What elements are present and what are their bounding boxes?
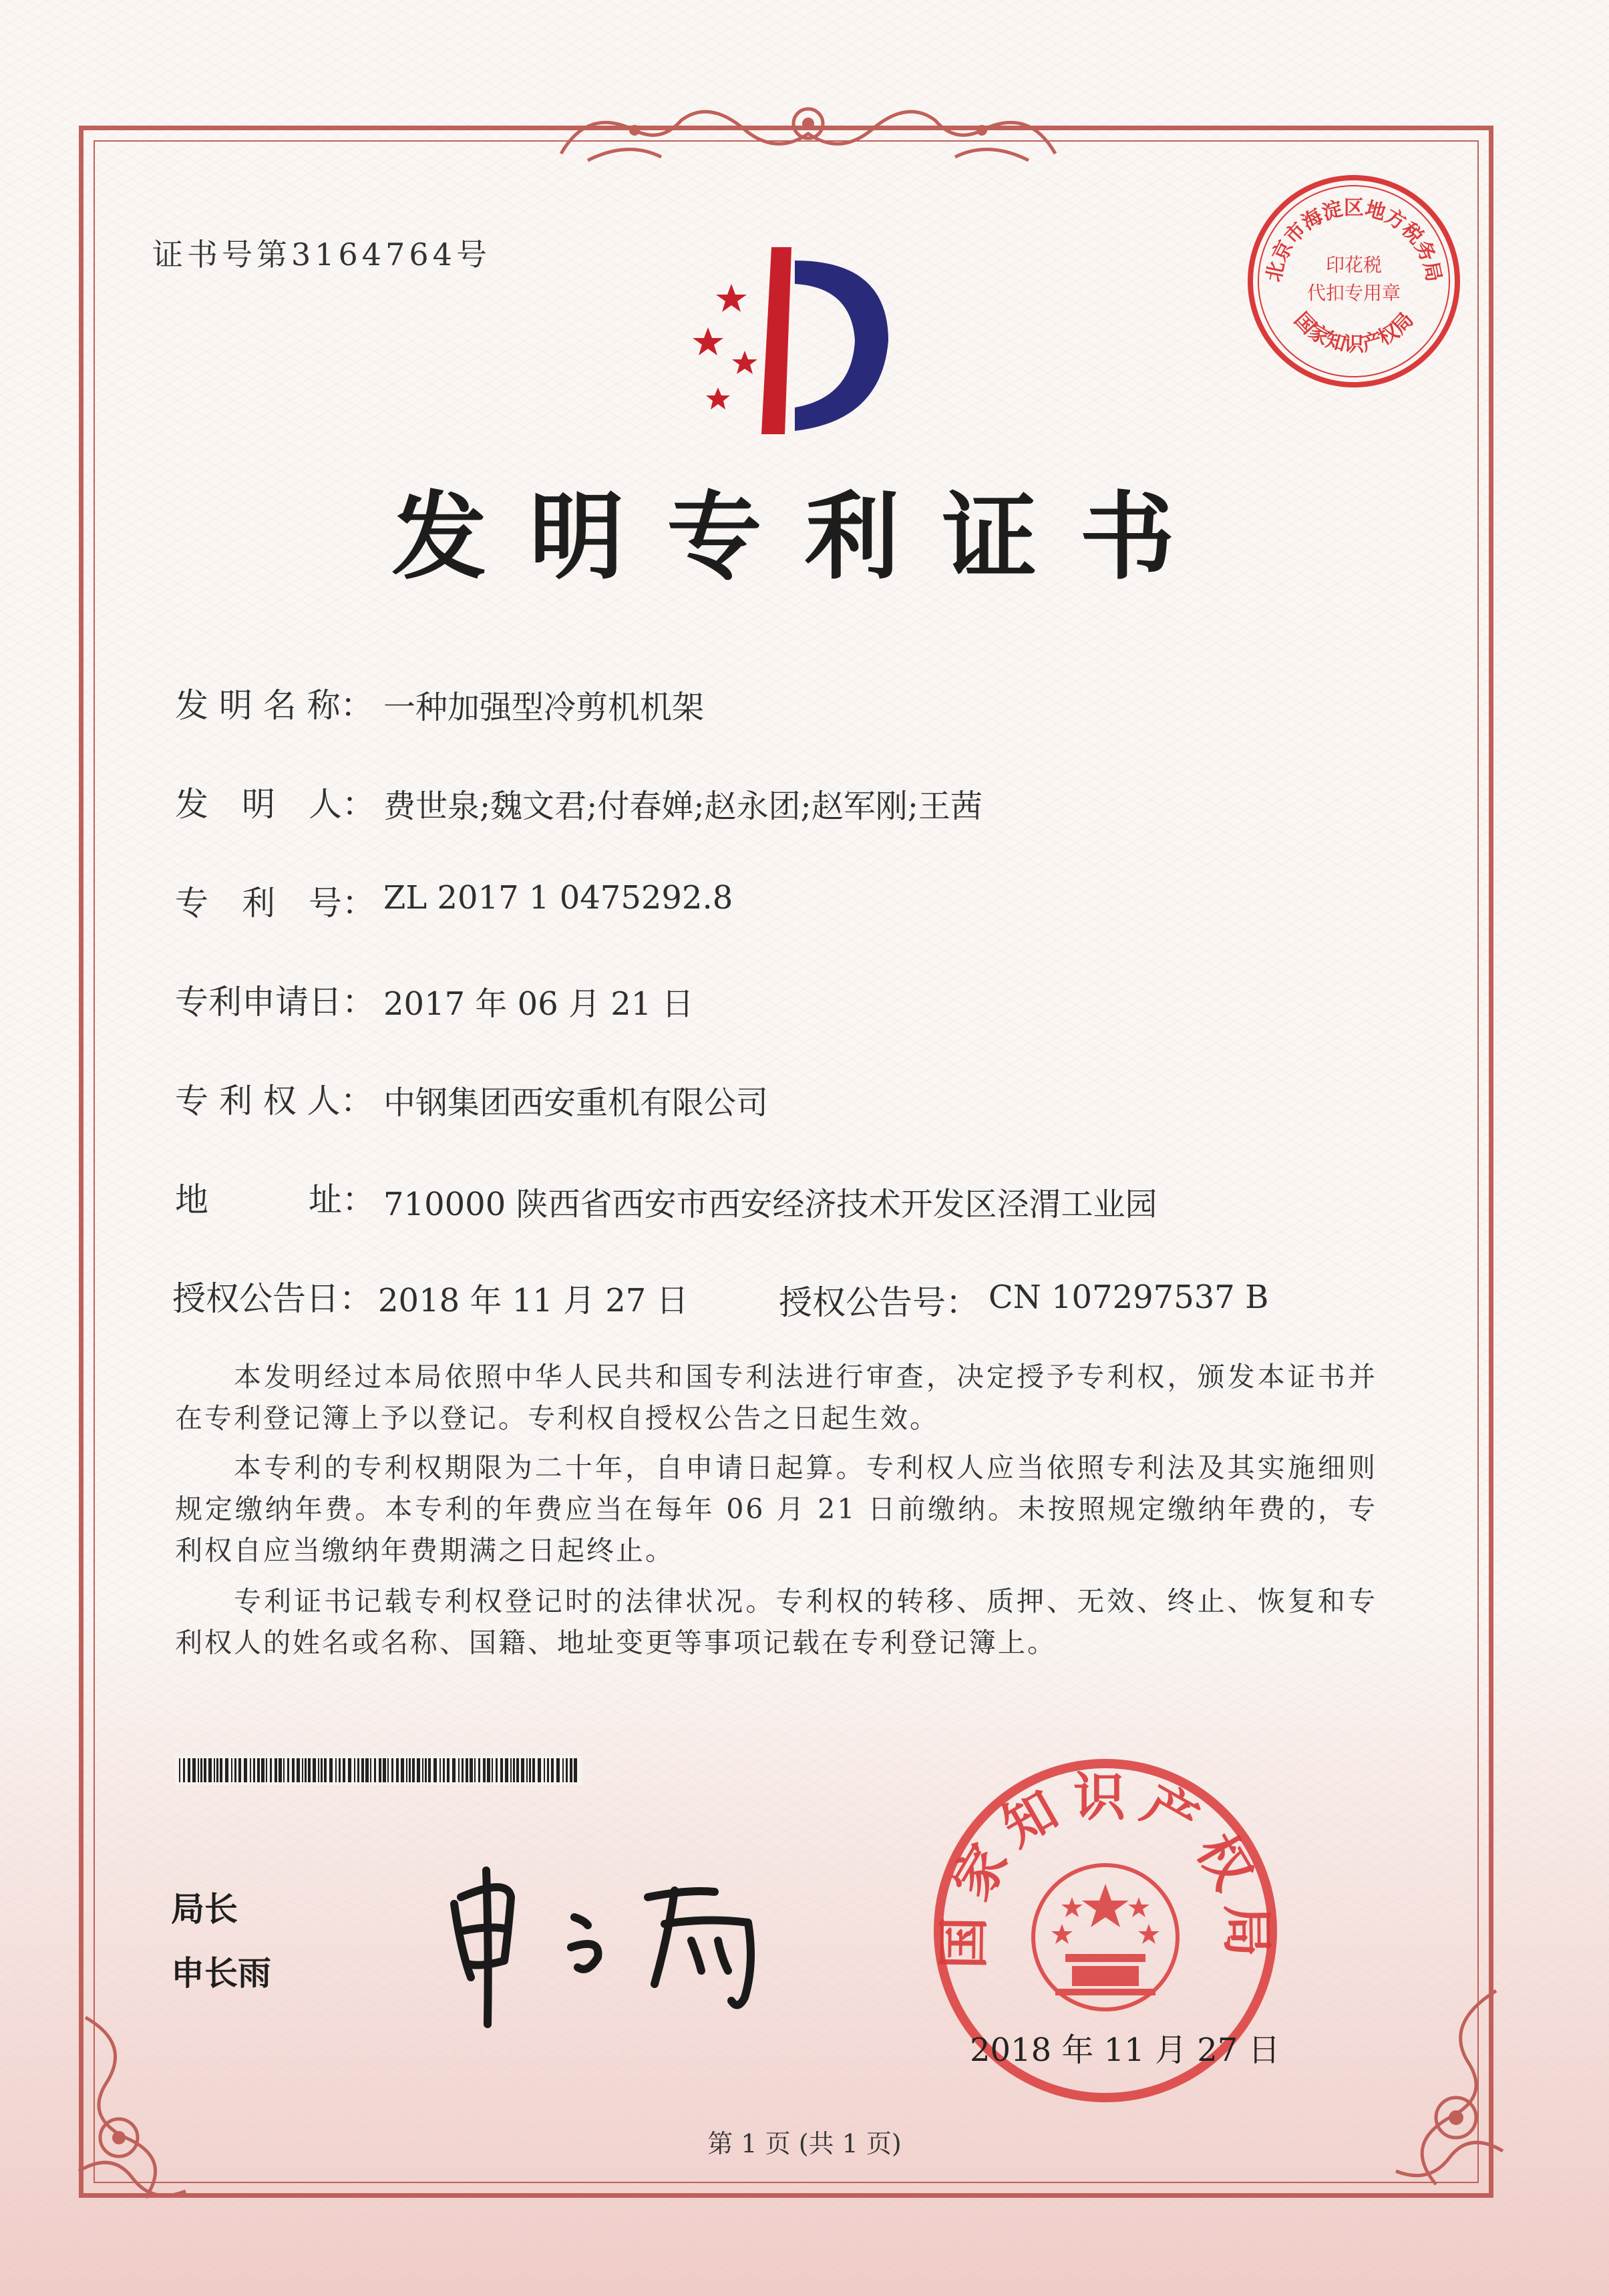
barcode-bar (370, 1758, 371, 1782)
field-label-patent-number: 专 利 号： (175, 884, 375, 923)
barcode-bar (391, 1758, 393, 1782)
statement-paragraph-3: 专利证书记载专利权登记时的法律状况。专利权的转移、质押、无效、终止、恢复和专利权人的姓名或名称、国籍、地址变更等事项记载在专利登记簿上。 (175, 1585, 1377, 1659)
barcode-bar (354, 1758, 355, 1782)
barcode-bar (500, 1758, 503, 1782)
barcode-bar (179, 1758, 180, 1782)
barcode-bar (516, 1758, 519, 1782)
barcode-bar (266, 1758, 267, 1782)
barcode-bar (412, 1758, 415, 1782)
barcode-bar (287, 1758, 289, 1782)
field-value-address: 710000 陕西省西安市西安经济技术开发区泾渭工业园 (383, 1186, 1157, 1223)
svg-text:国家知识产权局 (934, 1768, 1276, 1969)
field-value-patentee: 中钢集团西安重机有限公司 (383, 1084, 769, 1122)
barcode-bar (279, 1758, 282, 1782)
statement-paragraph-1: 本发明经过本局依照中华人民共和国专利法进行审查，决定授予专利权，颁发本证书并在专利登记簿上予以登记。专利权自授权公告之日起生效。 (175, 1361, 1377, 1434)
barcode-bar (470, 1758, 473, 1782)
barcode-bar (214, 1758, 215, 1782)
barcode-bar (238, 1758, 241, 1782)
svg-text:国家知识产权局 (1290, 308, 1419, 356)
barcode-bar (216, 1758, 218, 1782)
tax-stamp-outer-text: 北京市海淀区地方税务局 (1262, 196, 1446, 284)
barcode-bar (417, 1758, 420, 1782)
barcode-bar (409, 1758, 411, 1782)
barcode-bar (231, 1758, 232, 1782)
barcode-bar (305, 1758, 307, 1782)
barcode-bar (204, 1758, 206, 1782)
barcode-bar (510, 1758, 512, 1782)
field-value-announcement-number: CN 107297537 B (989, 1279, 1269, 1316)
field-value-application-date: 2017 年 06 月 21 日 (383, 985, 694, 1023)
barcode-bar (244, 1758, 247, 1782)
barcode-bar (513, 1758, 515, 1782)
barcode-bar (257, 1758, 260, 1782)
barcode-bar (428, 1758, 431, 1782)
tax-stamp-inner-line1: 印花税 (1325, 254, 1383, 276)
barcode-bar (198, 1758, 199, 1782)
barcode-bar (313, 1758, 316, 1782)
director-handwritten-signature (434, 1850, 795, 2037)
barcode-bar (529, 1758, 531, 1782)
field-label-grant-date: 授权公告日： (172, 1279, 373, 1318)
bottom-left-ornament-icon (59, 2004, 192, 2225)
barcode-bar (192, 1758, 196, 1782)
page-number: 第 1 页 (共 1 页) (707, 2129, 902, 2158)
barcode-bar (321, 1758, 323, 1782)
barcode-bar (439, 1758, 441, 1782)
barcode-bar (329, 1758, 333, 1782)
barcode-bar (466, 1758, 468, 1782)
barcode-bar (302, 1758, 303, 1782)
barcode-bar (443, 1758, 445, 1782)
barcode-bar (478, 1758, 480, 1782)
director-title: 局长 (171, 1890, 238, 1929)
tax-stamp-inner-line2: 代扣专用章 (1306, 282, 1401, 304)
barcode-bar (462, 1758, 464, 1782)
statement-paragraph-2: 本专利的专利权期限为二十年，自申请日起算。专利权人应当依照专利法及其实施细则规定缴纳年费。本专利的年费应当在每年 06 月 21 日前缴纳。未按照规定缴纳年费的，专利权自应当缴纳年费期满之日起终止。 (175, 1452, 1377, 1567)
barcode-bar (547, 1758, 549, 1782)
barcode-bar (570, 1758, 572, 1782)
barcode-bar (483, 1758, 486, 1782)
issue-date: 2018 年 11 月 27 日 (970, 2031, 1280, 2069)
barcode-bar (505, 1758, 508, 1782)
barcode-bar (566, 1758, 568, 1782)
field-value-inventors: 费世泉;魏文君;付春婵;赵永团;赵军刚;王茜 (383, 788, 982, 825)
patent-office-logo-icon (668, 247, 922, 441)
barcode-bar (183, 1758, 185, 1782)
barcode-bar (532, 1758, 535, 1782)
certificate-number: 证书号第3164764号 (152, 236, 491, 273)
barcode-bar (250, 1758, 251, 1782)
barcode-bar (261, 1758, 264, 1782)
official-seal-text: 国家知识产权局 (934, 1768, 1277, 1970)
barcode-bar (458, 1758, 460, 1782)
barcode-bar (496, 1758, 498, 1782)
field-label-invention-name: 发 明 名 称： (175, 686, 374, 725)
barcode-icon (175, 1756, 582, 1785)
barcode-bar (556, 1758, 560, 1782)
director-name: 申长雨 (171, 1954, 271, 1993)
field-value-invention-name: 一种加强型冷剪机机架 (383, 689, 705, 726)
barcode-bar (425, 1758, 427, 1782)
barcode-bar (357, 1758, 359, 1782)
barcode-bar (452, 1758, 456, 1782)
barcode-bar (343, 1758, 345, 1782)
barcode-bar (406, 1758, 407, 1782)
barcode-bar (324, 1758, 327, 1782)
field-label-patentee: 专 利 权 人： (175, 1082, 374, 1120)
barcode-bar (270, 1758, 272, 1782)
barcode-bar (422, 1758, 423, 1782)
field-label-inventors: 发 明 人： (175, 785, 375, 824)
barcode-bar (335, 1758, 337, 1782)
barcode-bar (297, 1758, 300, 1782)
barcode-bar (348, 1758, 351, 1782)
barcode-bar (487, 1758, 490, 1782)
barcode-bar (208, 1758, 212, 1782)
tax-stamp-icon (1244, 171, 1464, 391)
field-value-grant-date: 2018 年 11 月 27 日 (378, 1282, 689, 1319)
tax-stamp-bottom-text: 国家知识产权局 (1289, 308, 1419, 357)
field-label-application-date: 专利申请日： (175, 983, 375, 1021)
barcode-bar (387, 1758, 389, 1782)
barcode-bar (283, 1758, 285, 1782)
barcode-bar (234, 1758, 236, 1782)
barcode-bar (200, 1758, 202, 1782)
barcode-bar (365, 1758, 369, 1782)
barcode-bar (225, 1758, 228, 1782)
barcode-bar (562, 1758, 564, 1782)
barcode-bar (544, 1758, 545, 1782)
barcode-bar (538, 1758, 541, 1782)
barcode-bar (275, 1758, 277, 1782)
barcode-bar (220, 1758, 222, 1782)
top-ornament-icon (548, 94, 1069, 174)
barcode-bar (574, 1758, 577, 1782)
barcode-bar (492, 1758, 493, 1782)
field-label-address: 地 址： (175, 1180, 375, 1219)
barcode-bar (383, 1758, 386, 1782)
certificate-title: 发明专利证书 (391, 482, 1218, 593)
barcode-bar (374, 1758, 376, 1782)
field-value-patent-number: ZL 2017 1 0475292.8 (383, 879, 733, 917)
barcode-bar (551, 1758, 554, 1782)
barcode-bar (521, 1758, 524, 1782)
barcode-bar (474, 1758, 476, 1782)
barcode-bar (188, 1758, 190, 1782)
barcode-bar (318, 1758, 319, 1782)
barcode-bar (447, 1758, 450, 1782)
barcode-bar (433, 1758, 437, 1782)
barcode-bar (401, 1758, 404, 1782)
barcode-bar (292, 1758, 295, 1782)
barcode-bar (526, 1758, 528, 1782)
barcode-bar (339, 1758, 341, 1782)
barcode-bar (379, 1758, 381, 1782)
bottom-right-ornament-icon (1376, 1977, 1523, 2218)
field-label-announcement-number: 授权公告号： (779, 1283, 979, 1322)
barcode-bar (361, 1758, 364, 1782)
barcode-bar (308, 1758, 311, 1782)
barcode-bar (396, 1758, 399, 1782)
barcode-bar (253, 1758, 255, 1782)
